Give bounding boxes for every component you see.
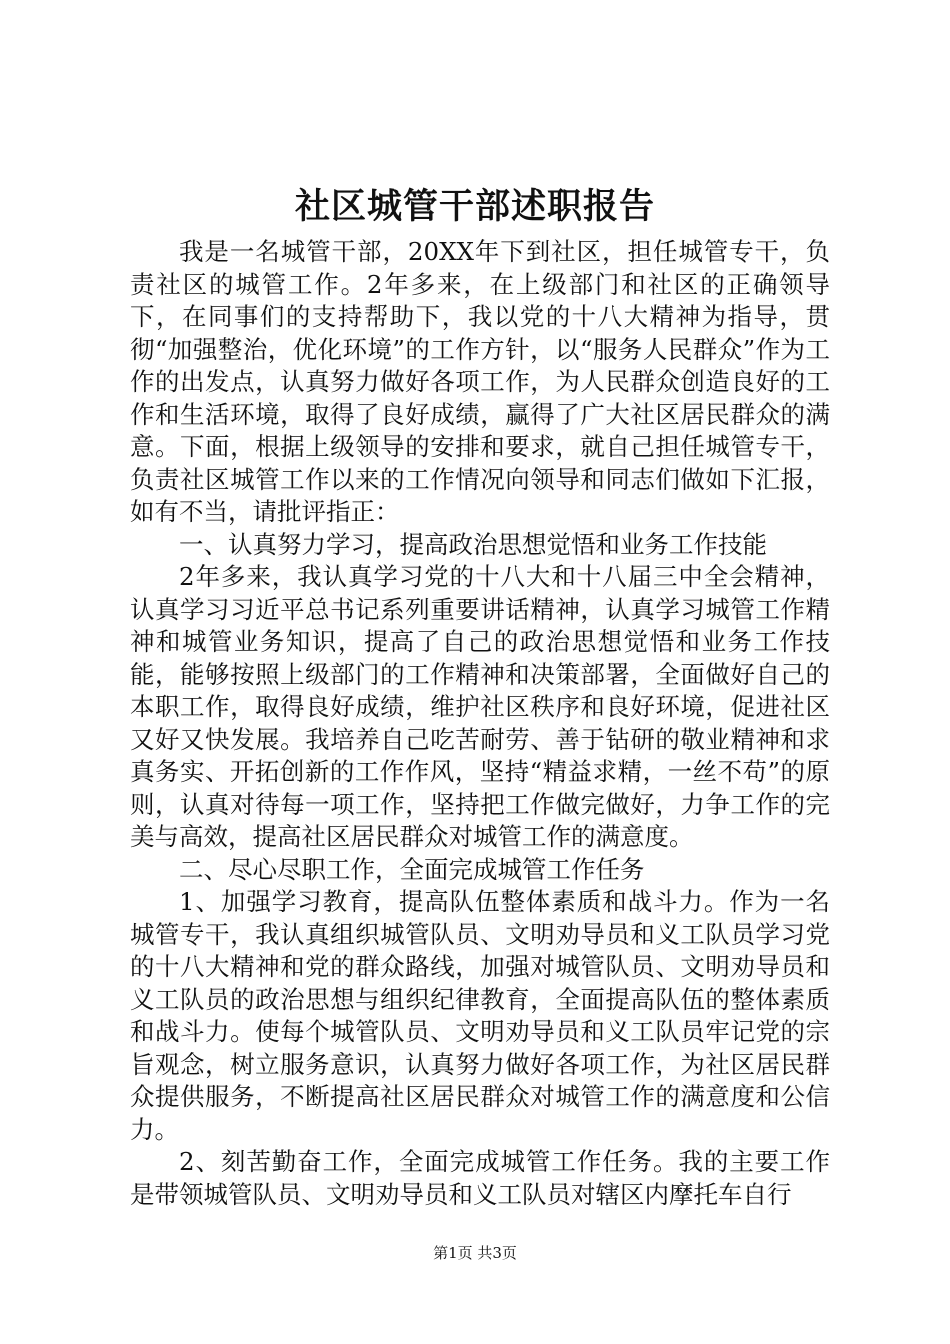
paragraph-intro: 我是一名城管干部，20XX年下到社区，担任城管专干，负责社区的城管工作。2年多来，在上级部门和社区的正确领导下，在同事们的支持帮助下，我以党的十八大精神为指导，贯彻“加强整治，优化环境”的工作方针，以“服务人民群众”作为工作的出发点，认真努力做好各项工作，为人民群众创造良好的工作和生活环境，取得了良好成绩，赢得了广大社区居民群众的满意。下面，根据上级领导的安排和要求，就自己担任城管专干，负责社区城管工作以来的工作情况向领导和同志们做如下汇报，如有不当，请批评指正：	[130, 237, 830, 526]
paragraph-education: 1、加强学习教育，提高队伍整体素质和战斗力。作为一名城管专干，我认真组织城管队员、文明劝导员和义工队员学习党的十八大精神和党的群众路线，加强对城管队员、文明劝导员和义工队员的政治思想与组织纪律教育，全面提高队伍的整体素质和战斗力。使每个城管队员、文明劝导员和义工队员牢记党的宗旨观念，树立服务意识，认真努力做好各项工作，为社区居民群众提供服务，不断提高社区居民群众对城管工作的满意度和公信力。	[130, 887, 830, 1144]
document-body	[130, 236, 830, 1211]
paragraph-study: 2年多来，我认真学习党的十八大和十八届三中全会精神，认真学习习近平总书记系列重要讲话精神，认真学习城管工作精神和城管业务知识，提高了自己的政治思想觉悟和业务工作技能，能够按照上级部门的工作精神和决策部署，全面做好自己的本职工作，取得良好成绩，维护社区秩序和良好环境，促进社区又好又快发展。我培养自己吃苦耐劳、善于钻研的敬业精神和求真务实、开拓创新的工作作风，坚持“精益求精，一丝不苟”的原则，认真对待每一项工作，坚持把工作做完做好，力争工作的完美与高效，提高社区居民群众对城管工作的满意度。	[130, 562, 830, 851]
page-footer: 第1页 共3页	[433, 1244, 517, 1262]
paragraph-work: 2、刻苦勤奋工作，全面完成城管工作任务。我的主要工作是带领城管队员、文明劝导员和义工队员对辖区内摩托车自行	[130, 1147, 830, 1209]
document-title: 社区城管干部述职报告	[294, 186, 655, 227]
section-heading-2: 二、尽心尽职工作，全面完成城管工作任务	[179, 854, 645, 884]
section-heading-1: 一、认真努力学习，提高政治思想觉悟和业务工作技能	[179, 529, 767, 559]
